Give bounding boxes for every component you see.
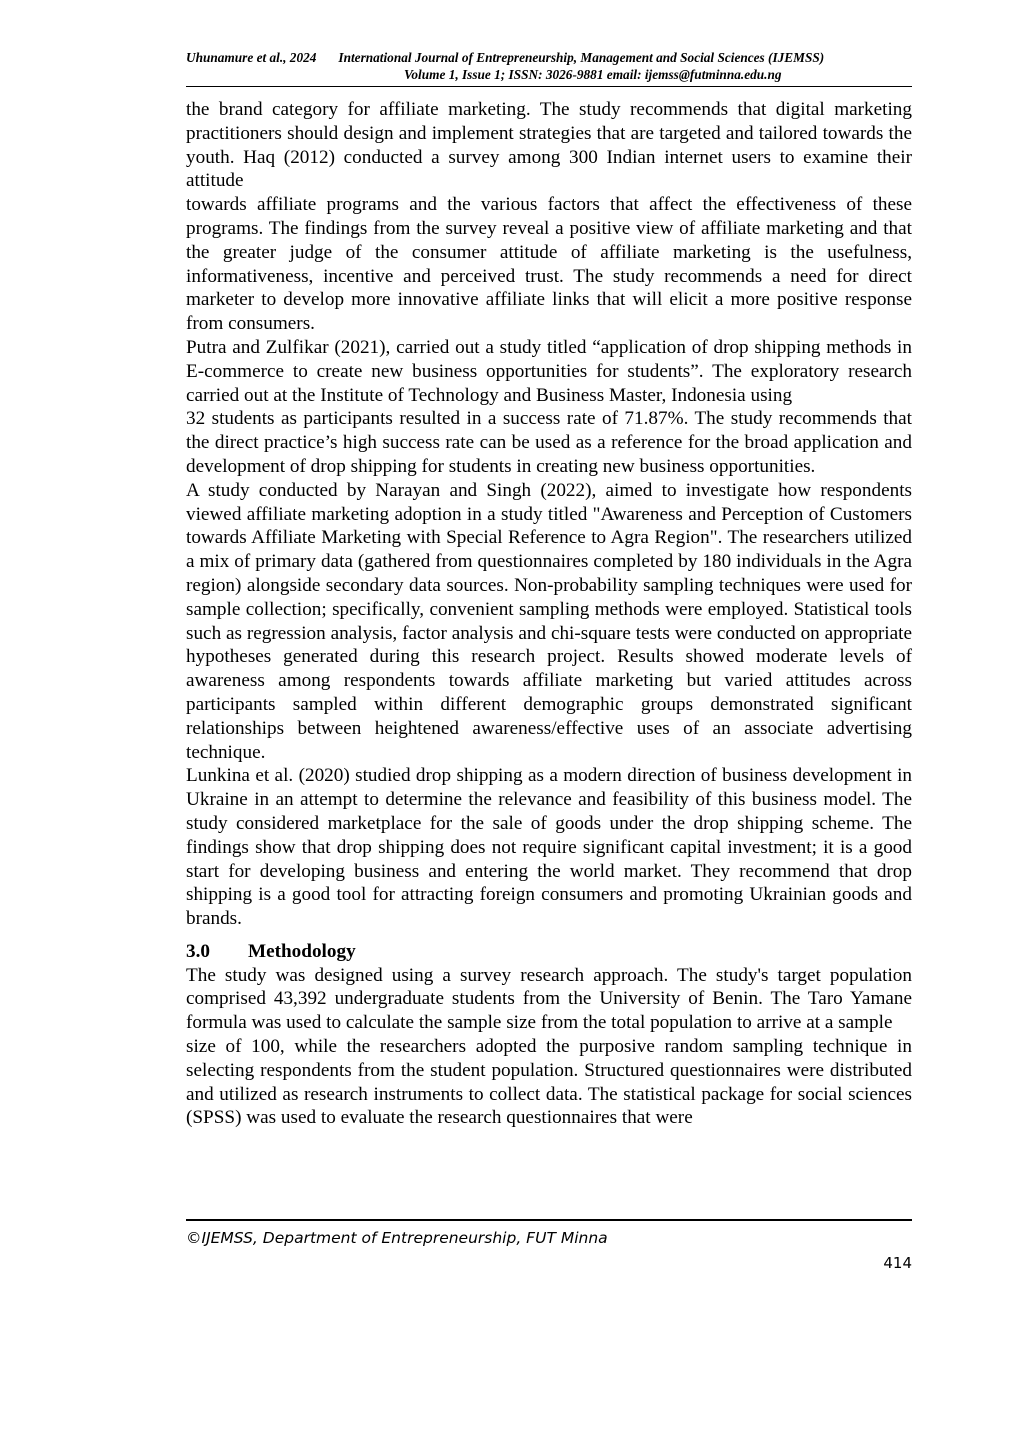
header-row-1 xyxy=(186,49,912,66)
body-paragraph: Lunkina et al. (2020) studied drop shipping as a modern direction of business development in Ukraine in an attempt to determine the relevance and feasibility of this business model. The study considered marketplace for the sale of goods under the drop shipping scheme. The findings show that drop shipping does not require significant capital investment; it is a good start for developing business and entering the world market. They recommend that drop shipping is a good tool for attracting foreign consumers and promoting Ukrainian goods and brands. xyxy=(186,765,912,930)
header-journal: International Journal of Entrepreneurship, Management and Social Sciences (IJEMSS) xyxy=(338,50,825,65)
body-paragraph: 32 students as participants resulted in a success rate of 71.87%. The study recommends that the direct practice’s high success rate can be used as a reference for the broad application and development of drop shipping for students in creating new business opportunities. xyxy=(186,408,912,477)
body-paragraph: towards affiliate programs and the various factors that affect the effectiveness of these programs. The findings from the survey reveal a positive view of affiliate marketing and that the greater judge of the consumer attitude of affiliate marketing is the usefulness, informativeness, incentive and perceived trust. The study recommends a need for direct marketer to develop more innovative affiliate links that will elicit a more positive response from consumers. xyxy=(186,194,912,335)
methodology-paragraph: The study was designed using a survey research approach. The study's target population comprised 43,392 undergraduate students from the University of Benin. The Taro Yamane formula was used to calculate the sample size from the total population to arrive at a sample xyxy=(186,964,912,1034)
footer-divider xyxy=(186,1219,912,1221)
body-paragraph: A study conducted by Narayan and Singh (2022), aimed to investigate how respondents viewed affiliate marketing adoption in a study titled "Awareness and Perception of Customers towards Affiliate Marketing with Special Reference to Agra Region". The researchers utilized a mix of primary data (gathered from questionnaires completed by 180 individuals in the Agra region) alongside secondary data sources. Non-probability sampling techniques were used for sample collection; specifically, convenient sampling methods were employed. Statistical tools such as regression analysis, factor analysis and chi-square tests were conducted on appropriate hypotheses generated during this research project. Results showed moderate levels of awareness among respondents towards affiliate marketing but varied attitudes across participants sampled within different demographic groups demonstrated significant relationships between heightened awareness/effective uses of an associate advertising technique. xyxy=(186,479,912,763)
section-number: 3.0 xyxy=(186,940,210,962)
page-number: 414 xyxy=(883,1254,912,1272)
footer-text: ©IJEMSS, Department of Entrepreneurship, FUT Minna xyxy=(186,1229,608,1247)
header-author: Uhunamure et al., 2024 xyxy=(186,50,317,65)
body-paragraph: the brand category for affiliate marketing. The study recommends that digital marketing practitioners should design and implement strategies that are targeted and tailored towards the youth. Haq (2012) conducted a survey among 300 Indian internet users to examine their attitude xyxy=(186,99,912,192)
body-paragraph: Putra and Zulfikar (2021), carried out a study titled “application of drop shipping methods in E-commerce to create new business opportunities for students”. The exploratory research carried out at the Institute of Technology and Business Master, Indonesia using xyxy=(186,336,912,406)
main-content xyxy=(186,98,912,1130)
running-header xyxy=(186,49,912,83)
section-title: Methodology xyxy=(248,940,356,962)
section-heading xyxy=(186,940,912,964)
header-volume: Volume 1, Issue 1; ISSN: 3026-9881 email: ijemss@futminna.edu.ng xyxy=(404,67,782,82)
header-divider xyxy=(186,86,912,87)
methodology-paragraph: size of 100, while the researchers adopted the purposive random sampling technique in selecting respondents from the student population. Structured questionnaires were distributed and utilized as research instruments to collect data. The statistical package for social sciences (SPSS) was used to evaluate the research questionnaires that were xyxy=(186,1036,912,1129)
